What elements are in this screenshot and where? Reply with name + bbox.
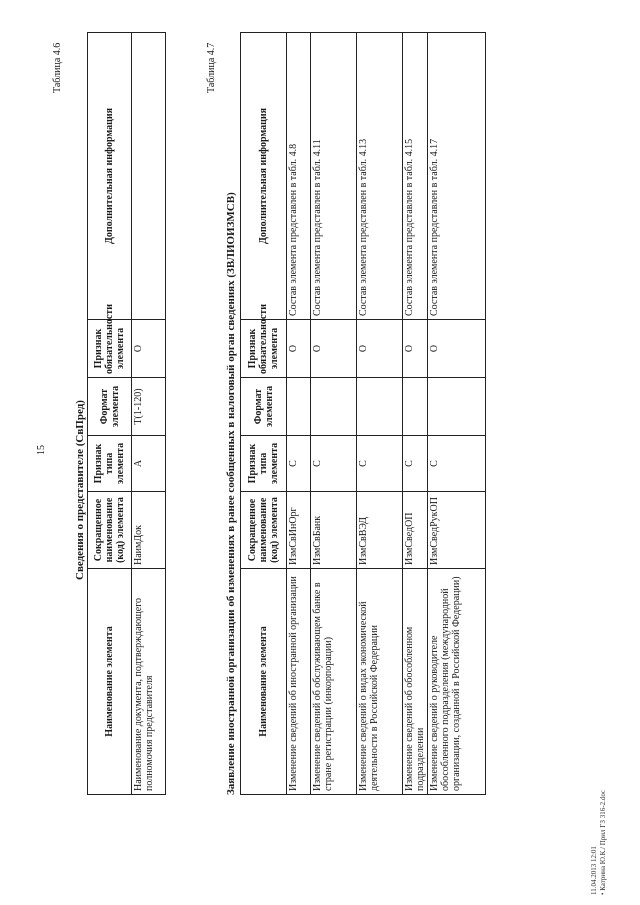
cell-type: С (403, 436, 428, 492)
col-header-code: Сокращенное наименование (код) элемента (241, 492, 287, 569)
cell-required: О (132, 320, 166, 378)
col-header-code: Сокращенное наименование (код) элемента (88, 492, 132, 569)
cell-code: ИзмСведРукОП (428, 492, 486, 569)
table-4-6 (87, 32, 166, 795)
cell-name: Изменение сведений о видах экономической деятельности в Российской Федерации (357, 569, 403, 795)
col-header-name: Наименование элемента (88, 569, 132, 795)
document-footer (590, 790, 608, 895)
col-header-info: Дополнительная информация (241, 33, 287, 320)
cell-code: ИзмСвБанк (311, 492, 357, 569)
col-header-type: Признак типа элемента (241, 436, 287, 492)
cell-name: Наименование документа, подтверждающего полномочия представителя (132, 569, 166, 795)
cell-info: Состав элемента представлен в табл. 4.11 (311, 33, 357, 320)
page-number: 15 (36, 445, 47, 455)
table-4-7 (240, 32, 486, 795)
cell-info: Состав элемента представлен в табл. 4.8 (287, 33, 311, 320)
table-row (357, 33, 403, 795)
cell-type: С (428, 436, 486, 492)
col-header-required: Признак обязательности элемента (241, 320, 287, 378)
table-row (311, 33, 357, 795)
table-row (287, 33, 311, 795)
cell-name: Изменение сведений о руководителе обособленного подразделения (международной организации, созданной в Российской Федерации) (428, 569, 486, 795)
cell-code: ИзмСвИнОрг (287, 492, 311, 569)
cell-code: ИзмСвВЭД (357, 492, 403, 569)
cell-format (403, 378, 428, 436)
cell-type: С (287, 436, 311, 492)
cell-code: ИзмСведОП (403, 492, 428, 569)
cell-info (132, 33, 166, 320)
cell-format (357, 378, 403, 436)
col-header-format: Формат элемента (241, 378, 287, 436)
cell-format: Т(1-120) (132, 378, 166, 436)
cell-name: Изменение сведений об обособленном подразделении (403, 569, 428, 795)
cell-type: А (132, 436, 166, 492)
cell-required: О (403, 320, 428, 378)
table-title-4-6: Сведения о представителе (СвПред) (74, 400, 86, 580)
cell-type: С (357, 436, 403, 492)
col-header-name: Наименование элемента (241, 569, 287, 795)
cell-required: О (428, 320, 486, 378)
col-header-format: Формат элемента (88, 378, 132, 436)
table-caption-4-7: Таблица 4.7 (206, 42, 217, 93)
table-row (428, 33, 486, 795)
cell-format (287, 378, 311, 436)
footer-timestamp: 11.04.2013 12:01 (590, 846, 598, 895)
cell-name: Изменение сведений об иностранной организации (287, 569, 311, 795)
cell-type: С (311, 436, 357, 492)
cell-info: Состав элемента представлен в табл. 4.15 (403, 33, 428, 320)
cell-required: О (357, 320, 403, 378)
cell-format (311, 378, 357, 436)
col-header-type: Признак типа элемента (88, 436, 132, 492)
cell-info: Состав элемента представлен в табл. 4.13 (357, 33, 403, 320)
footer-file-path: • Катрина Ю.К./ Прил ГЗ 316-2.doc (599, 790, 607, 895)
cell-info: Состав элемента представлен в табл. 4.17 (428, 33, 486, 320)
cell-code: НаимДок (132, 492, 166, 569)
table-caption-4-6: Таблица 4.6 (52, 42, 63, 93)
cell-required: О (311, 320, 357, 378)
table-title-4-7: Заявление иностранной организации об изменениях в ранее сообщенных в налоговый орган сведениях (ЗВЛИОИЗМСВ) (225, 192, 237, 795)
cell-required: О (287, 320, 311, 378)
col-header-required: Признак обязательности элемента (88, 320, 132, 378)
table-row (403, 33, 428, 795)
table-row (132, 33, 166, 795)
cell-name: Изменение сведений об обслуживающем банке в стране регистрации (инкорпорации) (311, 569, 357, 795)
cell-format (428, 378, 486, 436)
col-header-info: Дополнительная информация (88, 33, 132, 320)
